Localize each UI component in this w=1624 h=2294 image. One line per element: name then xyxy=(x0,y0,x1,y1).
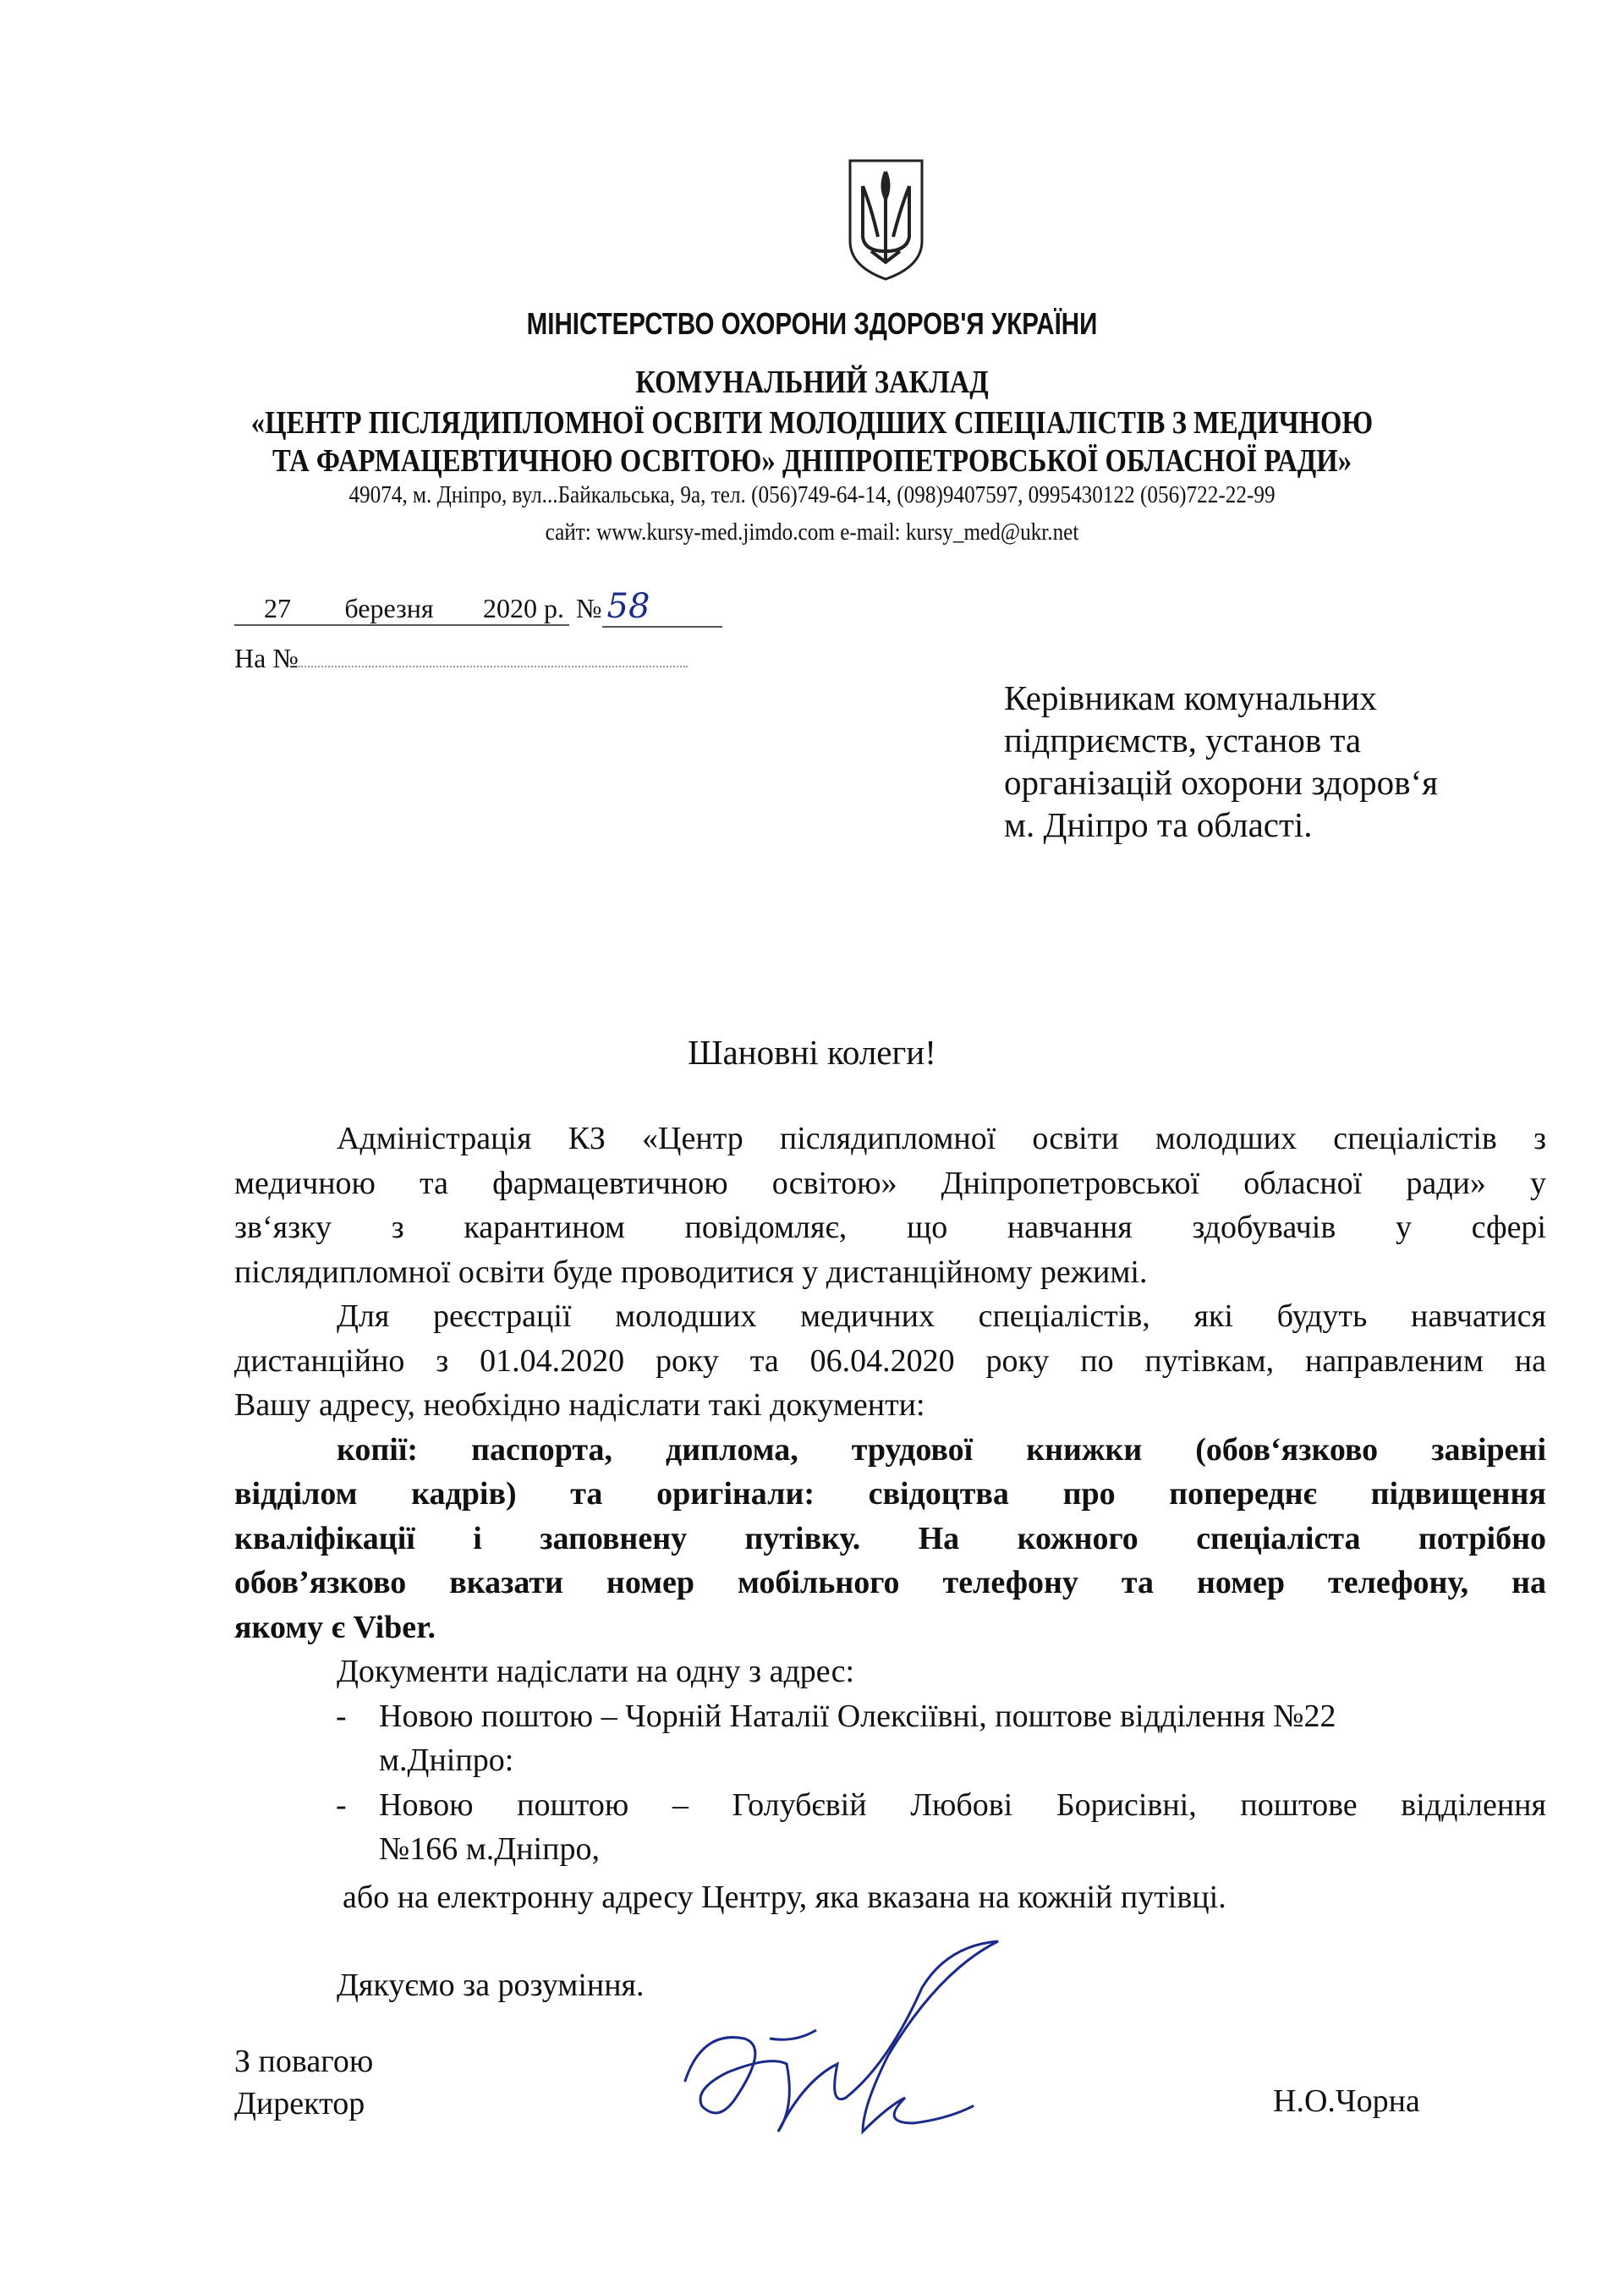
address-line-2: м.Дніпро: xyxy=(379,1742,514,1778)
signature-closing xyxy=(234,2040,373,2125)
or-email-line: або на електронну адресу Центру, яка вказана на кожній путівці. xyxy=(343,1879,1226,1915)
ministry-name: МІНІСТЕРСТВО ОХОРОНИ ЗДОРОВ'Я УКРАЇНИ xyxy=(526,306,1098,341)
body-bold-line: кваліфікації і заповнену путівку. На кожного спеціаліста потрібно xyxy=(234,1520,1546,1556)
address-line: Новою поштою – Голубєвій Любові Борисівні, поштове відділення xyxy=(379,1786,1546,1823)
body-line: медичною та фармацевтичною освітою» Дніпропетровської обласної ради» у xyxy=(234,1165,1546,1201)
document-date-number xyxy=(234,587,722,628)
body-line: Вашу адресу, необхідно надіслати такі документи: xyxy=(234,1387,925,1423)
reply-number-blank xyxy=(299,666,688,667)
addressee-line: м. Дніпро та області. xyxy=(1004,805,1313,844)
handwritten-signature xyxy=(668,1937,1023,2157)
date-year: 2020 р. xyxy=(458,593,569,626)
signer-position: Директор xyxy=(234,2086,365,2121)
org-name-line-2: ТА ФАРМАЦЕВТИЧНОЮ ОСВІТОЮ» ДНІПРОПЕТРОВСЬКОЇ ОБЛАСНОЇ РАДИ» xyxy=(272,443,1352,479)
addressee-block xyxy=(1004,677,1438,846)
reply-label: На № xyxy=(234,643,299,673)
body-bold-line: копії: паспорта, диплома, трудової книжки (обов‘язково завірені xyxy=(337,1431,1546,1468)
greeting: Шановні колеги! xyxy=(688,1033,936,1072)
addressee-line: організацій охорони здоров‘я xyxy=(1004,763,1439,802)
number-label: № xyxy=(576,593,602,623)
body-bold-line: обов’язково вказати номер мобільного телефону та номер телефону, на xyxy=(234,1565,1546,1600)
org-contacts: сайт: www.kursy-med.jimdo.com e-mail: kursy_med@ukr.net xyxy=(545,519,1079,546)
address-item xyxy=(234,1783,1546,1828)
body-bold-line: відділом кадрів) та оригінали: свідоцтва про попереднє підвищення xyxy=(234,1476,1546,1512)
addressee-line: підприємств, установ та xyxy=(1004,721,1362,760)
send-to-line: Документи надіслати на одну з адрес: xyxy=(337,1654,855,1689)
thanks-line: Дякуємо за розуміння. xyxy=(337,1967,645,2003)
list-dash: - xyxy=(336,1786,347,1823)
date-month: березня xyxy=(321,593,458,626)
document-number: 58 xyxy=(602,587,722,628)
addressee-line: Керівникам комунальних xyxy=(1004,678,1377,717)
address-line-2: №166 м.Дніпро, xyxy=(379,1831,600,1867)
signer-name: Н.О.Чорна xyxy=(1273,2083,1420,2119)
body-line: Адміністрація КЗ «Центр післядипломної освіти молодших спеціалістів з xyxy=(337,1121,1546,1156)
org-address: 49074, м. Дніпро, вул...Байкальська, 9а, тел. (056)749-64-14, (098)9407597, 0995430122 (056)722-22-99 xyxy=(348,482,1276,508)
letter-body xyxy=(234,1117,1546,2008)
list-dash: - xyxy=(336,1698,347,1734)
org-type: КОМУНАЛЬНИЙ ЗАКЛАД xyxy=(635,365,989,400)
org-name-line-1: «ЦЕНТР ПІСЛЯДИПЛОМНОЇ ОСВІТИ МОЛОДШИХ СПЕЦІАЛІСТІВ З МЕДИЧНОЮ xyxy=(250,405,1374,441)
reply-to-number xyxy=(234,643,688,674)
body-bold-line: якому є Viber. xyxy=(234,1609,436,1645)
address-item xyxy=(234,1694,1546,1739)
body-line: Для реєстрації молодших медичних спеціалістів, які будуть навчатися xyxy=(337,1298,1546,1334)
body-line: дистанційно з 01.04.2020 року та 06.04.2020 року по путівкам, направленим на xyxy=(234,1342,1546,1379)
closing: З повагою xyxy=(234,2044,374,2079)
body-line: післядипломної освіти буде проводитися у дистанційному режимі. xyxy=(234,1254,1148,1290)
date-day: 27 xyxy=(234,593,321,626)
address-line: Новою поштою – Чорній Наталії Олексіївні, поштове відділення №22 xyxy=(379,1698,1336,1734)
body-line: зв‘язку з карантином повідомляє, що навчання здобувачів у сфері xyxy=(234,1210,1546,1245)
trident-coat-of-arms-icon xyxy=(846,156,926,283)
